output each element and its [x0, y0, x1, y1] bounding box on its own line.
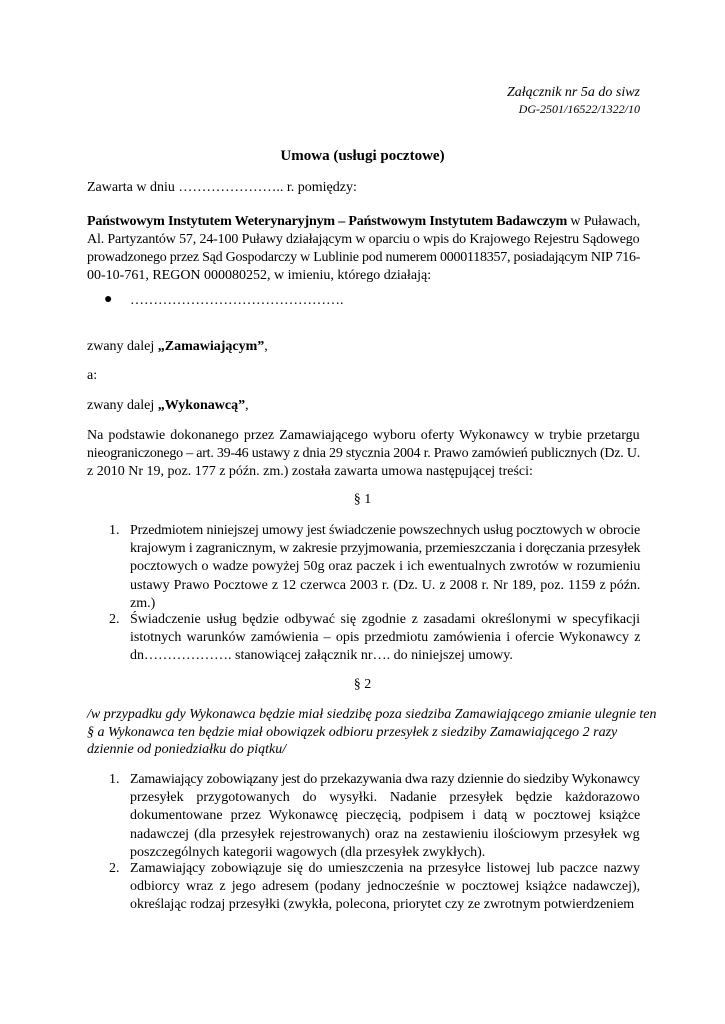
contractor-term: „Wykonawcą”	[157, 398, 246, 413]
item-line: poszczególnych kategorii wagowych (dla przesyłek zwykłych).	[130, 844, 486, 860]
called-orderer-prefix: zwany dalej	[87, 339, 158, 354]
party-one-location: w Puławach,	[567, 214, 641, 229]
basis-paragraph	[87, 427, 640, 481]
section-1-item-2	[109, 611, 640, 666]
item-line: zm.)	[130, 595, 156, 611]
item-line: dokumentowane przez Wykonawcę pieczęcią, podpisem i datą w pocztowej książce	[130, 808, 641, 824]
item-line: Świadczenie usług będzie odbywać się zgodnie z zasadami określonymi w specyfikacji	[130, 612, 641, 627]
concluded-date-line: Zawarta w dniu ………………….. r. pomiędzy:	[87, 180, 357, 195]
bullet-icon: ●	[104, 292, 113, 307]
party-one-line-4: 00-10-761, REGON 000080252, w imieniu, którego działają:	[87, 268, 432, 283]
orderer-term: „Zamawiającym”	[157, 339, 265, 354]
section-2-note	[87, 706, 657, 759]
item-line: określając rodzaj przesyłki (zwykła, polecona, priorytet czy ze zwrotnym potwierdzeniem	[130, 897, 635, 913]
item-line: przesyłek przygotowanych do wysyłki. Nadanie przesyłek będzie każdorazowo	[130, 790, 640, 806]
called-contractor-line	[87, 398, 249, 414]
document-reference: DG-2501/16522/1322/10	[518, 102, 640, 116]
item-line: Zamawiający zobowiązuje się do umieszczenia na przesyłce listowej lub paczce nazwy	[130, 861, 640, 876]
note-line: dziennie od poniedziałku do piątku/	[87, 742, 287, 757]
item-line: dn………………. stanowiącej załącznik nr…. do niniejszej umowy.	[130, 648, 513, 664]
party-one-name: Państwowym Instytutem Weterynaryjnym – Państwowym Instytutem Badawczym	[87, 214, 568, 229]
item-line: odbiorcy wraz z jego adresem (podany jednocześnie w pocztowej książce nadawczej),	[130, 879, 641, 895]
and-line: a:	[87, 368, 98, 383]
note-line: /w przypadku gdy Wykonawca będzie miał siedzibę poza siedziba Zamawiającego zmianie ulegnie ten	[87, 707, 657, 722]
item-line: krajowym i zagranicznym, w zakresie przyjmowania, przemieszczania i doręczania przesyłek	[130, 541, 641, 557]
section-2-heading: § 2	[353, 677, 372, 692]
item-line: Zamawiający zobowiązany jest do przekazywania dwa razy dziennie do siedziby Wykonawcy	[130, 772, 640, 787]
document-title: Umowa (usługi pocztowe)	[280, 148, 445, 164]
section-1-item-1	[109, 522, 640, 613]
note-line: § a Wykonawca ten będzie miał obowiązek odbioru przesyłek z siedziby Zamawiającego 2 razy	[87, 724, 618, 740]
called-contractor-prefix: zwany dalej	[87, 398, 158, 413]
item-number: 2.	[109, 861, 120, 876]
item-number: 1.	[109, 523, 120, 538]
item-number: 2.	[109, 612, 120, 627]
basis-line-1: Na podstawie dokonanego przez Zamawiającego wyboru oferty Wykonawcy w trybie przetargu	[87, 428, 640, 443]
basis-line-3: z 2010 Nr 19, poz. 177 z późn. zm.) została zawarta umowa następującej treści:	[87, 464, 533, 479]
called-orderer-line	[87, 339, 268, 355]
item-line: istotnych warunków zamówienia – opis przedmiotu zamówienia i ofercie Wykonawcy z	[130, 630, 641, 646]
party-one-line-3: prowadzonego przez Sąd Gospodarczy w Lublinie pod numerem 0000118357, posiadającym NIP 716-	[87, 250, 641, 265]
item-line: Przedmiotem niniejszej umowy jest świadczenie powszechnych usług pocztowych w obrocie	[130, 523, 641, 538]
basis-line-2: nieograniczonego – art. 39-46 ustawy z dnia 29 stycznia 2004 r. Prawo zamówień publicznych (Dz. U.	[87, 446, 640, 461]
party-one-line-2: Al. Partyzantów 57, 24-100 Puławy działającym w oparciu o wpis do Krajowego Rejestru Sądowego	[87, 232, 640, 247]
attachment-label: Załącznik nr 5a do siwz	[506, 85, 640, 100]
item-number: 1.	[109, 772, 120, 787]
section-2-item-2	[109, 860, 640, 915]
item-line: pocztowych o wadze powyżej 50g oraz paczek i ich ewentualnych zwrotów w rozumieniu	[130, 559, 641, 575]
representative-placeholder: ……………………………………….	[130, 293, 344, 308]
item-line: ustawy Prawo Pocztowe z 12 czerwca 2003 r. (Dz. U. z 2008 r. Nr 189, poz. 1159 z późn.	[130, 577, 641, 593]
party-one-line-1	[87, 213, 640, 231]
section-2-item-1	[109, 771, 640, 862]
called-orderer-suffix: ,	[264, 339, 268, 354]
called-contractor-suffix: ,	[245, 398, 249, 413]
item-line: nadawczej (dla przesyłek rejestrowanych) oraz na zestawieniu ilościowym przesyłek wg	[130, 826, 640, 842]
party-one-paragraph	[87, 213, 640, 285]
section-1-heading: § 1	[353, 492, 372, 507]
